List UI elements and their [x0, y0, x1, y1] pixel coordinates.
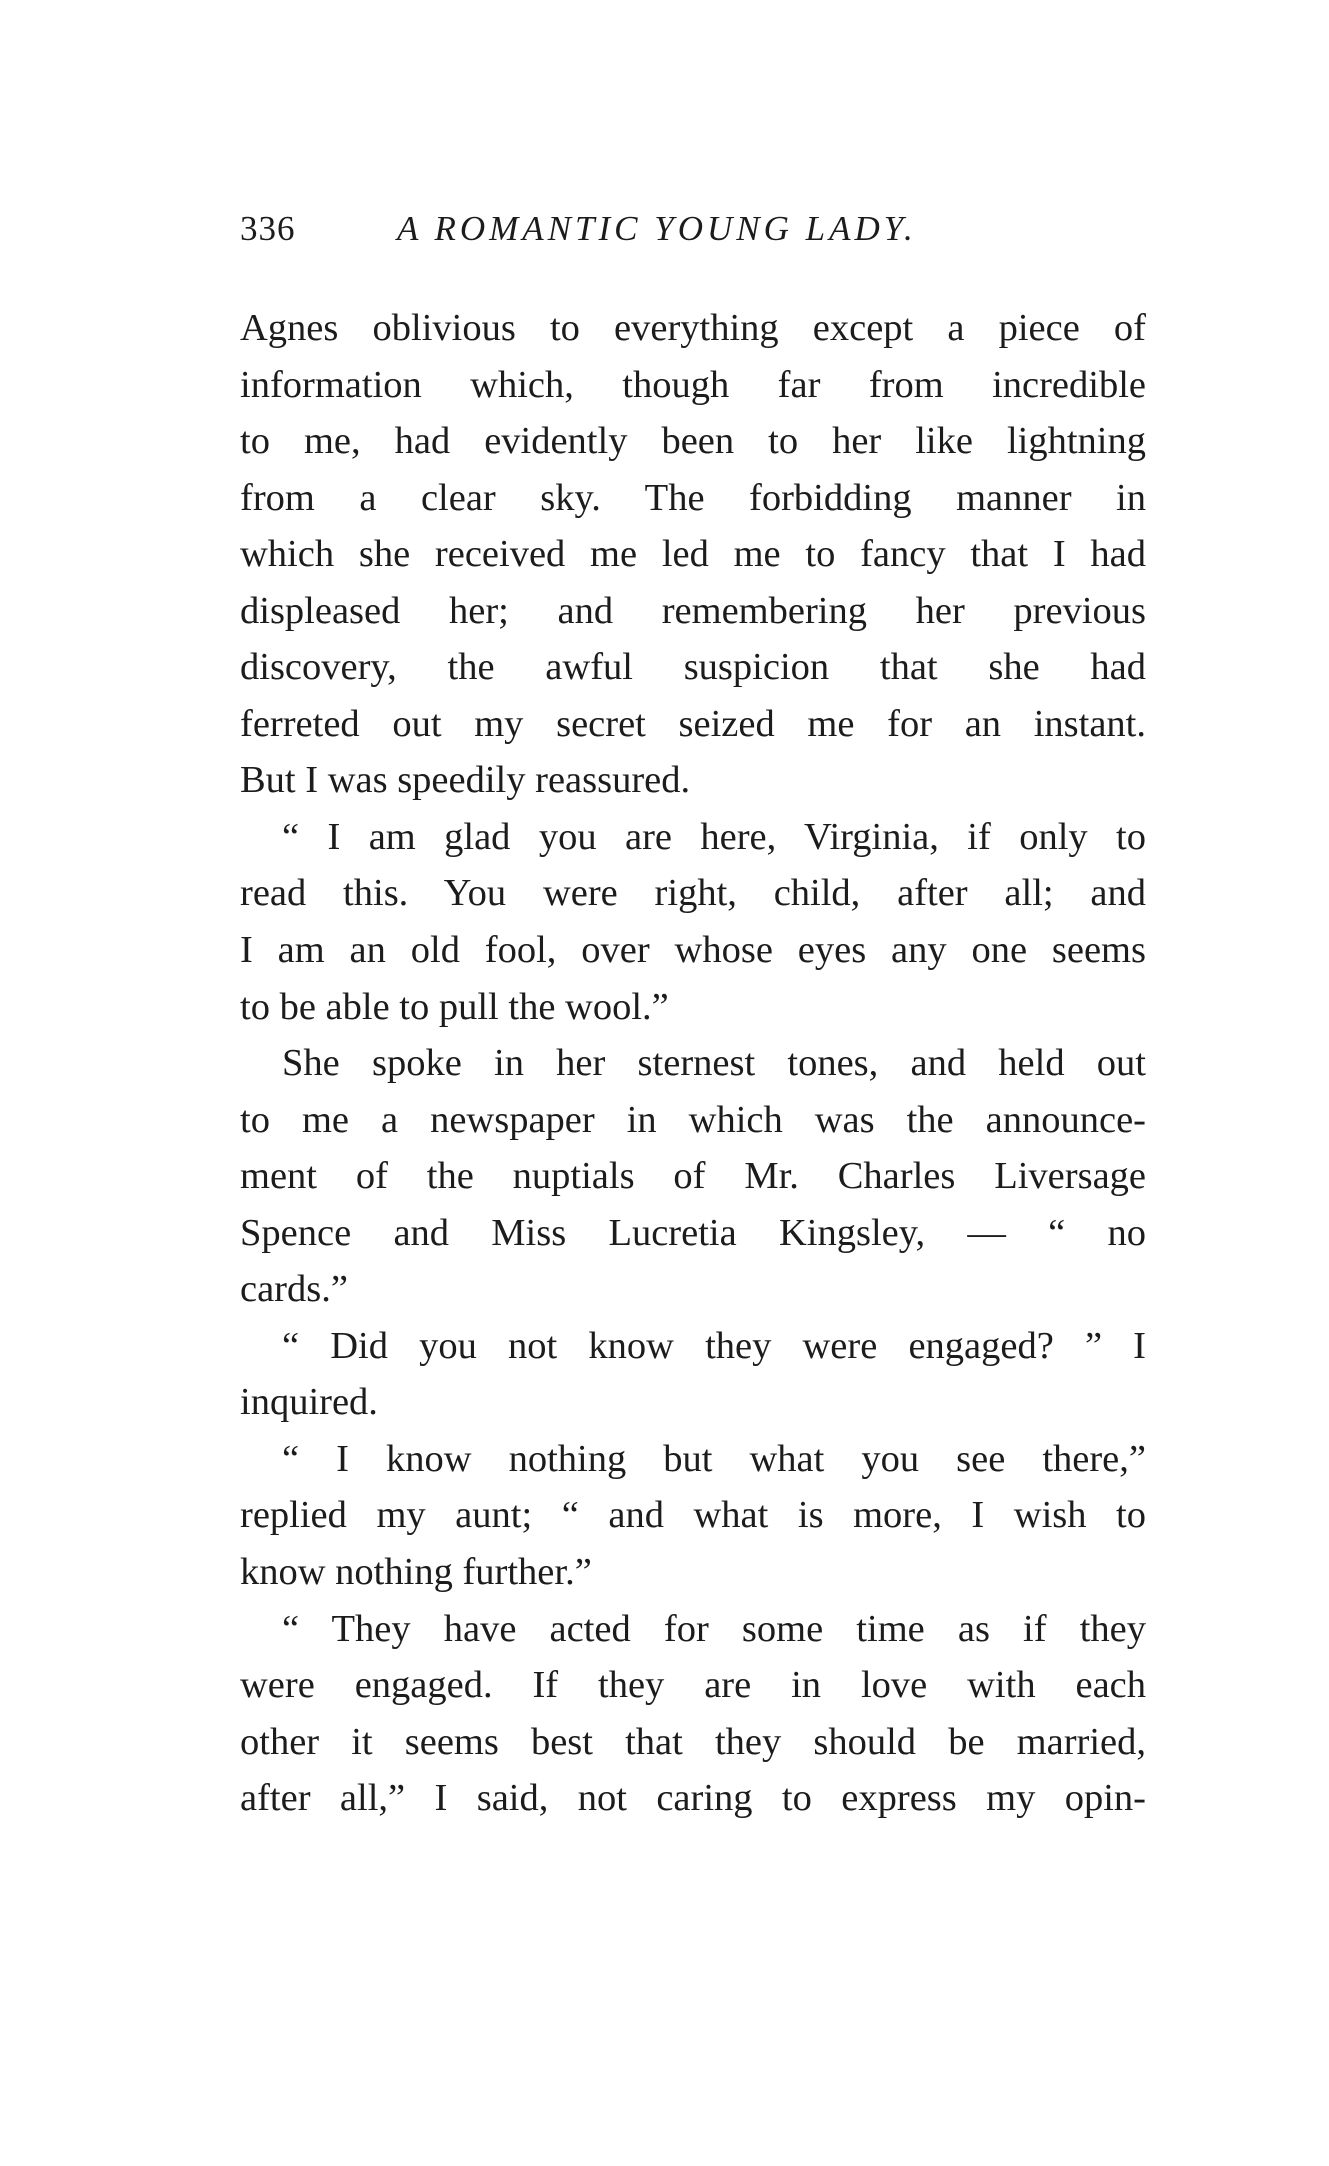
text-line: displeased her; and remembering her previous: [240, 589, 1146, 632]
text-line: other it seems best that they should be married,: [240, 1720, 1146, 1763]
text-line: “ I know nothing but what you see there,”: [282, 1437, 1146, 1480]
text-line: discovery, the awful suspicion that she had: [240, 646, 1146, 689]
text-line: information which, though far from incredible: [240, 363, 1146, 406]
text-line: from a clear sky. The forbidding manner in: [240, 476, 1146, 519]
text-line: cards.”: [240, 1268, 348, 1311]
text-line: But I was speedily reassured.: [240, 759, 691, 802]
text-line: “ They have acted for some time as if they: [282, 1607, 1146, 1650]
text-line: after all,” I said, not caring to express my opin-: [240, 1777, 1146, 1820]
text-line: inquired.: [240, 1381, 378, 1424]
text-line: know nothing further.”: [240, 1551, 592, 1594]
text-line: which she received me led me to fancy that I had: [240, 533, 1146, 576]
text-line: replied my aunt; “ and what is more, I wish to: [240, 1494, 1146, 1537]
text-line: were engaged. If they are in love with each: [240, 1664, 1146, 1707]
text-line: read this. You were right, child, after all; and: [240, 872, 1146, 915]
text-line: ment of the nuptials of Mr. Charles Liversage: [240, 1155, 1146, 1198]
text-line: I am an old fool, over whose eyes any one seems: [240, 929, 1146, 972]
body-text: [240, 300, 1146, 1827]
running-header: [240, 204, 1140, 254]
text-line: to me, had evidently been to her like lightning: [240, 420, 1146, 463]
running-title: A ROMANTIC YOUNG LADY.: [397, 209, 917, 248]
text-line: “ I am glad you are here, Virginia, if only to: [282, 815, 1146, 858]
text-line: Agnes oblivious to everything except a piece of: [240, 307, 1146, 349]
page-number: 336: [240, 209, 296, 248]
text-line: to me a newspaper in which was the announce-: [240, 1098, 1146, 1141]
text-line: “ Did you not know they were engaged? ” I: [282, 1324, 1146, 1367]
text-line: to be able to pull the wool.”: [240, 985, 669, 1028]
text-line: She spoke in her sternest tones, and held out: [282, 1042, 1146, 1085]
text-line: Spence and Miss Lucretia Kingsley, — “ no: [240, 1211, 1146, 1254]
text-line: ferreted out my secret seized me for an instant.: [240, 702, 1146, 745]
